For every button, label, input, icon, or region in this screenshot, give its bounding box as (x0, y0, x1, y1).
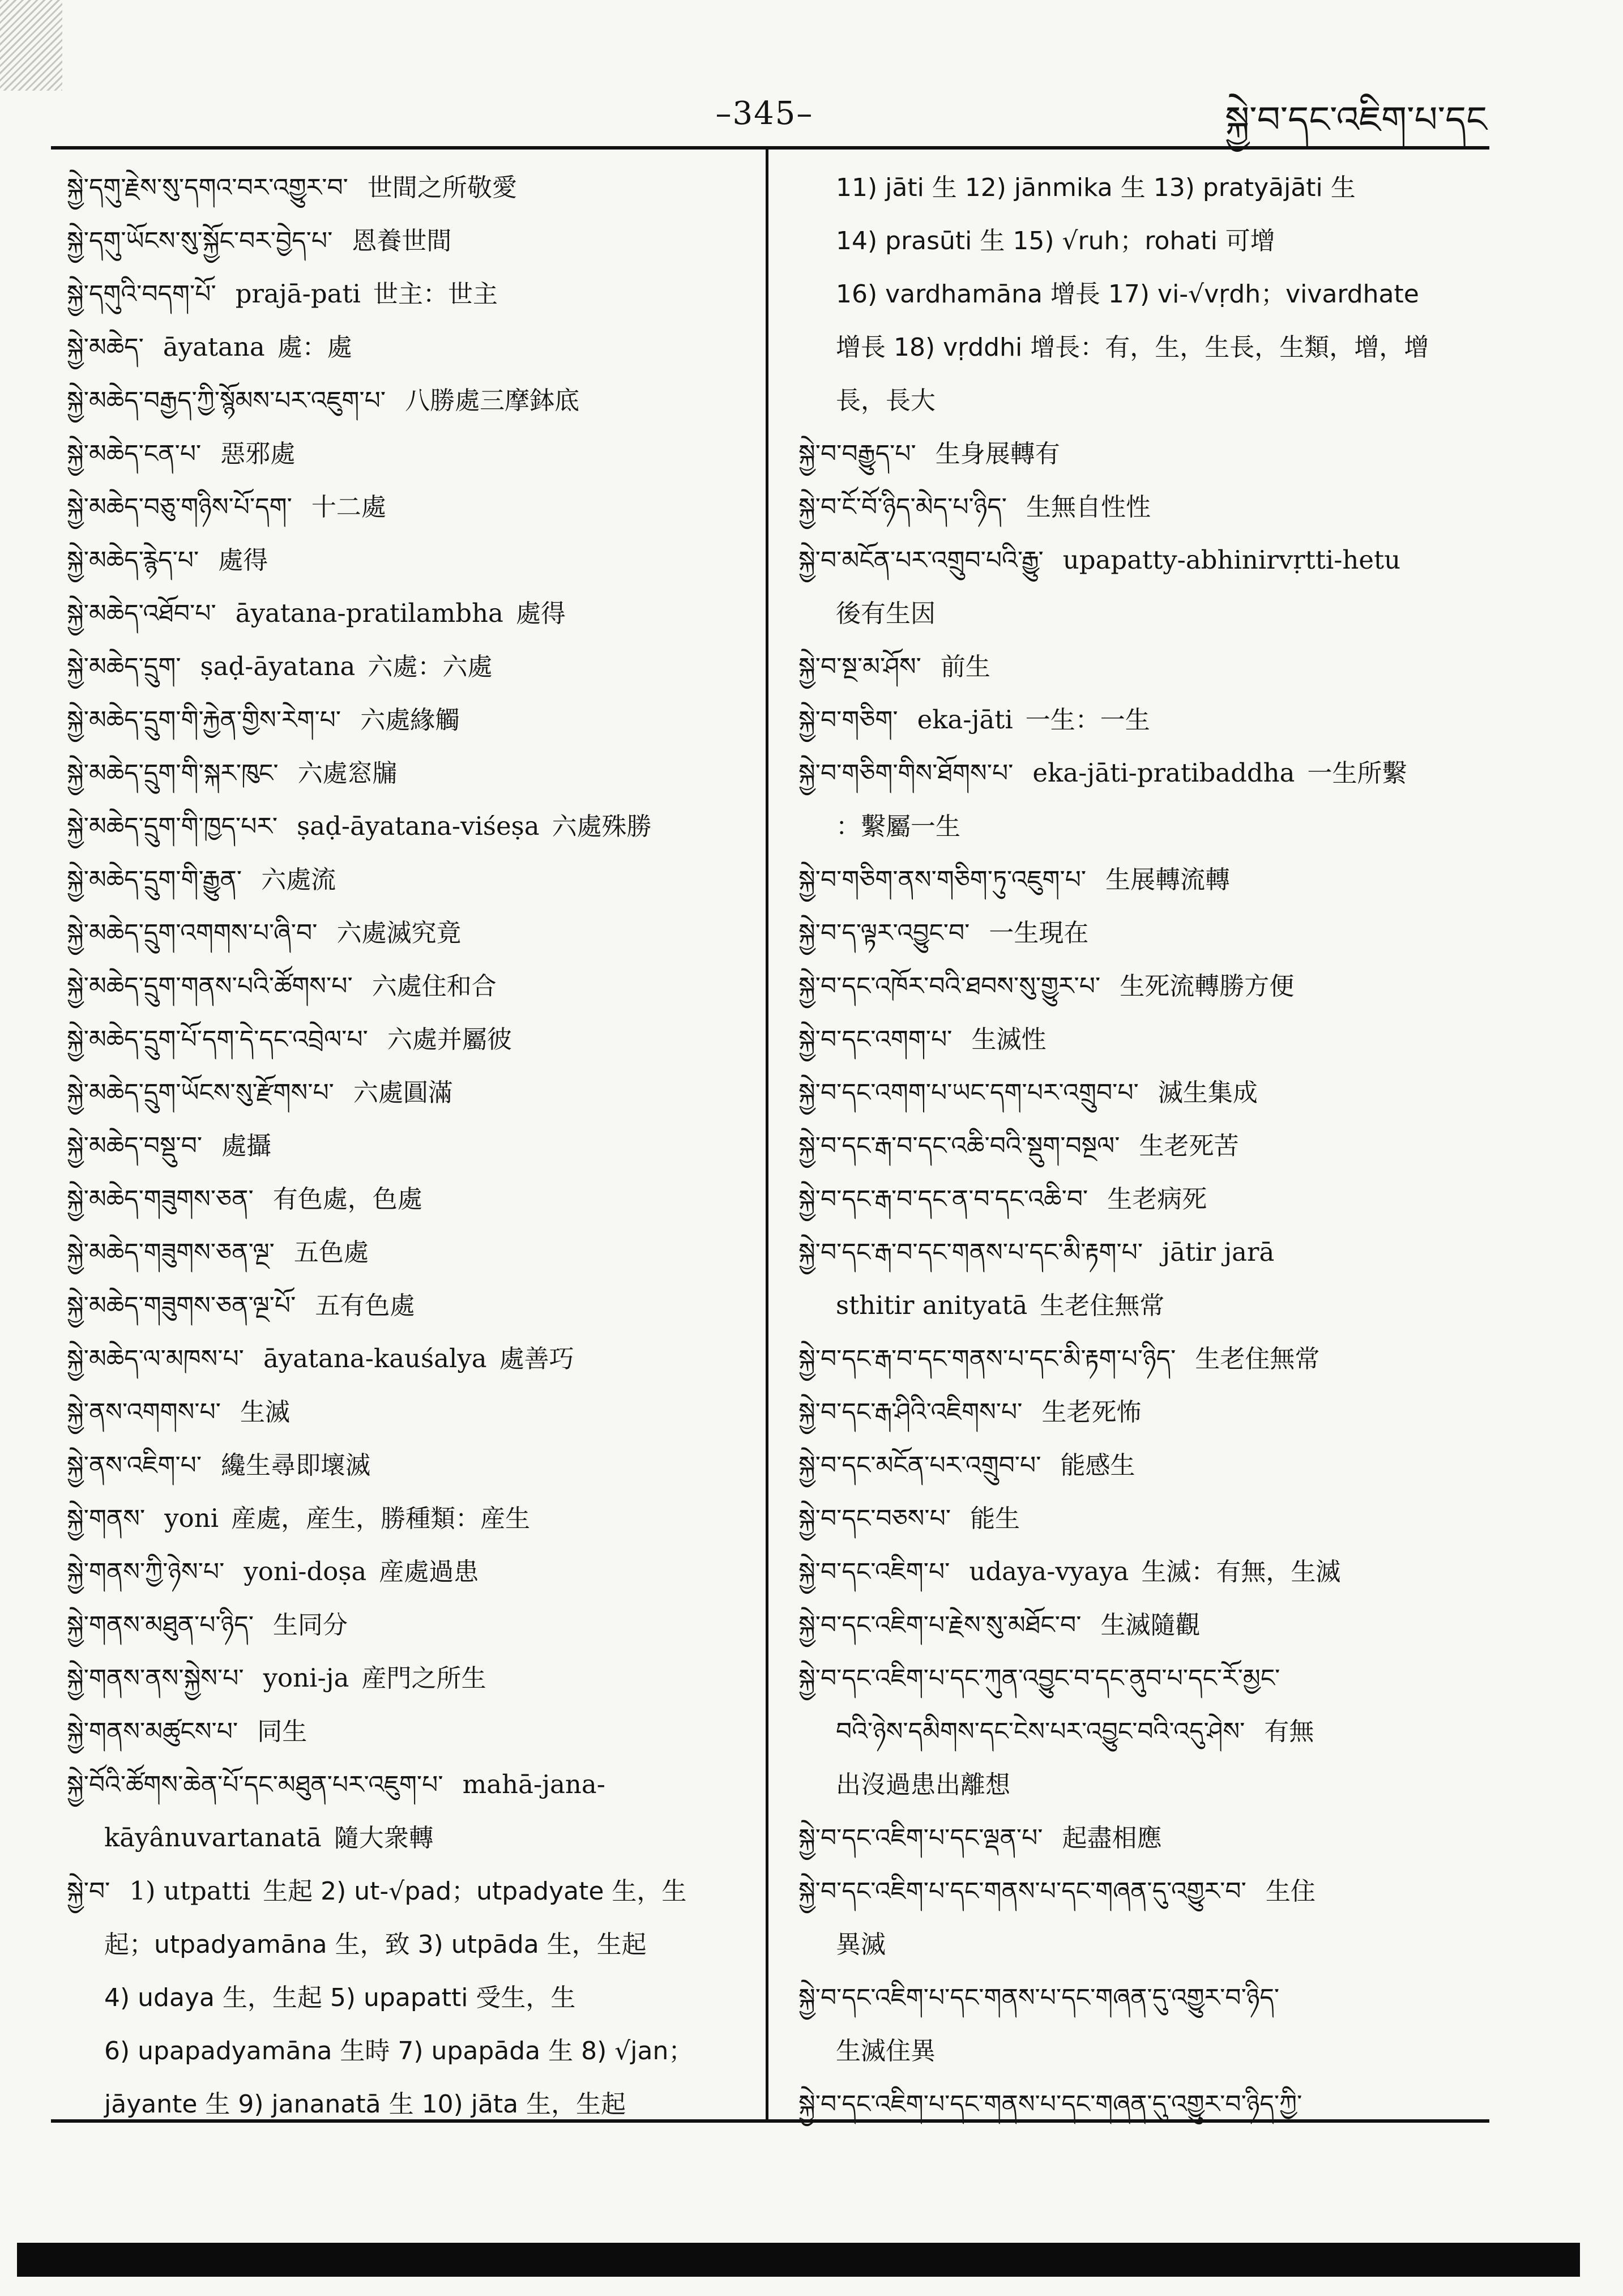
chinese-gloss: 起盡相應 (1062, 1824, 1162, 1853)
chinese-gloss: 一生現在 (989, 919, 1089, 948)
chinese-gloss: 能感生 (1060, 1451, 1135, 1480)
tibetan-headword: སྐྱེ་བ་བརྒྱུད་པ་ (798, 439, 916, 468)
dictionary-entry (798, 1332, 1478, 1385)
tibetan-headword: སྐྱེ་མཆེད་དྲུག་གི་རྒྱུན་ (67, 865, 242, 894)
chinese-gloss: 八勝處三摩鉢底 (405, 386, 580, 415)
chinese-gloss: 處攝 (221, 1132, 272, 1160)
dictionary-entry (798, 693, 1478, 746)
chinese-gloss: 4) udaya 生，生起 5) upapatti 受生，生 (104, 1983, 576, 2012)
chinese-gloss: 滅生集成 (1158, 1078, 1258, 1107)
scan-edge-band (17, 2243, 1580, 2277)
tibetan-headword: སྐྱེ་བ་དང་འཇིག་པ་དང་གནས་པ་དང་གཞན་དུ་འགྱུར་བ་ཉིད་ (798, 1983, 1280, 2012)
tibetan-headword: སྐྱེ་བ་དང་འཇིག་པ་རྗེས་སུ་མཐོང་བ་ (798, 1611, 1082, 1640)
tibetan-headword: སྐྱེ་བ་དང་འཇིག་པ་དང་ཀུན་འབྱུང་བ་དང་ནུབ་པ་དང་རོ་མྱང་ (798, 1664, 1280, 1693)
page-number: –345– (715, 95, 814, 132)
tibetan-headword: སྐྱེ་མཆེད་གཟུགས་ཅན་ལྔ་ (67, 1238, 275, 1267)
dictionary-entry-continuation (67, 1971, 746, 2024)
chinese-gloss: 六處緣觸 (360, 706, 460, 735)
dictionary-entry (67, 1226, 746, 1279)
chinese-gloss: 同生 (257, 1717, 307, 1746)
tibetan-headword: སྐྱེ་གནས་ (67, 1504, 146, 1533)
chinese-gloss: 六處滅究竟 (336, 919, 462, 948)
chinese-gloss: ：繫屬一生 (836, 812, 960, 841)
dictionary-entry-continuation (798, 374, 1478, 427)
tibetan-headword: སྐྱེ་དགུ་རྗེས་སུ་དགའ་བར་འགྱུར་བ་ (67, 173, 348, 202)
dictionary-entry (67, 746, 746, 800)
chinese-gloss: 能生 (970, 1504, 1020, 1533)
dictionary-entry (798, 1545, 1478, 1598)
tibetan-headword: སྐྱེ་ནས་འགགས་པ་ (67, 1398, 221, 1427)
chinese-gloss: jāyante 生 9) jananatā 生 10) jāta 生，生起 (104, 2090, 626, 2119)
tibetan-headword: སྐྱེ་གནས་ཀྱི་ཉེས་པ་ (67, 1557, 225, 1586)
chinese-gloss: 六處窓牖 (297, 759, 398, 788)
tibetan-headword: སྐྱེ་བ་དང་འཇིག་པ་དང་གནས་པ་དང་གཞན་དུ་འགྱུར་བ་ (798, 1877, 1246, 1906)
tibetan-headword: སྐྱེ་བ་གཅིག་གིས་ཐོགས་པ་ (798, 759, 1014, 788)
chinese-gloss: 隨大衆轉 (334, 1824, 434, 1853)
dictionary-entry (798, 1598, 1478, 1651)
chinese-gloss: 産處，産生，勝種類：産生 (231, 1504, 531, 1533)
sanskrit-equivalent: jātir jarā (1162, 1237, 1275, 1267)
chinese-gloss: 産處過患 (379, 1557, 479, 1586)
dictionary-entry (67, 480, 746, 534)
chinese-gloss: 生滅性 (971, 1025, 1047, 1054)
tibetan-headword: སྐྱེ་མཆེད་བསྡུ་བ་ (67, 1132, 203, 1160)
chinese-gloss: 處善巧 (499, 1345, 574, 1373)
tibetan-headword: སྐྱེ་མཆེད་དྲུག་འགགས་པ་ཞི་བ་ (67, 919, 318, 948)
dictionary-entry-continuation (67, 1811, 746, 1864)
tibetan-headword: སྐྱེ་མཆེད་བརྒྱད་ཀྱི་སྙོམས་པར་འཇུག་པ་ (67, 386, 386, 415)
dictionary-entry (798, 1066, 1478, 1119)
tibetan-headword: སྐྱེ་མཆེད་བཅུ་གཉིས་པོ་དག་ (67, 493, 292, 522)
dictionary-entry (67, 427, 746, 480)
dictionary-entry (67, 1864, 746, 1918)
dictionary-entry-continuation (798, 2024, 1478, 2077)
tibetan-headword: སྐྱེ་མཆེད་ངན་པ་ (67, 439, 202, 468)
tibetan-headword: སྐྱེ་ནས་འཇིག་པ་ (67, 1451, 202, 1480)
chinese-gloss: 六處并屬彼 (387, 1025, 512, 1054)
dictionary-entry (798, 1492, 1478, 1545)
sanskrit-equivalent: yoni (164, 1503, 219, 1533)
chinese-gloss: 處得 (515, 599, 566, 628)
column-divider (766, 148, 768, 2119)
dictionary-entry (67, 587, 746, 640)
tibetan-headword: སྐྱེ་དགུ་ཡོངས་སུ་སྐྱོང་བར་བྱེད་པ་ (67, 227, 333, 255)
sanskrit-equivalent: āyatana-kauśalya (263, 1343, 487, 1373)
scan-artifact (0, 0, 62, 91)
sanskrit-equivalent: eka-jāti-pratibaddha (1032, 758, 1295, 788)
dictionary-entry-continuation (798, 587, 1478, 640)
chinese-gloss: 惡邪處 (220, 439, 296, 468)
tibetan-headword: སྐྱེ་བ་གཅིག་ (798, 706, 898, 735)
dictionary-entry-continuation (798, 214, 1478, 267)
tibetan-headword: སྐྱེ་བ་དང་རྒ་བ་དང་ན་བ་དང་འཆི་བ་ (798, 1185, 1088, 1214)
running-header: སྐྱེ་བ་དང་འཇིག་པ་དང (1225, 99, 1487, 141)
tibetan-headword: སྐྱེ་གནས་ནས་སྐྱེས་པ་ (67, 1664, 244, 1693)
chinese-gloss: 生滅 (240, 1398, 290, 1427)
dictionary-entry (67, 640, 746, 693)
chinese-gloss: 出沒過患出離想 (836, 1770, 1010, 1799)
tibetan-headword: སྐྱེ་བ་དང་མངོན་པར་འགྲུབ་པ་ (798, 1451, 1041, 1480)
tibetan-headword: སྐྱེ་བ་དང་རྒ་ཤིའི་འཇིགས་པ་ (798, 1398, 1023, 1427)
sanskrit-equivalent: eka-jāti (917, 705, 1013, 735)
chinese-gloss: 生展轉流轉 (1105, 865, 1231, 894)
sanskrit-equivalent: kāyânuvartanatā (104, 1823, 322, 1853)
sanskrit-equivalent: sthitir anityatā (836, 1290, 1028, 1320)
sanskrit-equivalent: udaya-vyaya (969, 1556, 1129, 1586)
chinese-gloss: 生同分 (272, 1611, 348, 1640)
left-column (67, 161, 746, 2131)
dictionary-entry (67, 800, 746, 853)
chinese-gloss: 起；utpadyamāna 生，致 3) utpāda 生，生起 (104, 1930, 647, 1959)
chinese-gloss: 前生 (940, 652, 990, 681)
chinese-gloss: 十二處 (311, 493, 386, 522)
dictionary-entry (67, 534, 746, 587)
chinese-gloss: 生無自性性 (1026, 493, 1151, 522)
tibetan-headword: བའི་ཉེས་དམིགས་དང་ངེས་པར་འབྱུང་བའི་འདུ་ཤེས་ (836, 1717, 1245, 1746)
tibetan-headword: སྐྱེ་མཆེད་དྲུག་གི་རྐྱེན་གྱིས་རེག་པ་ (67, 706, 341, 735)
dictionary-entry (798, 2077, 1478, 2131)
chinese-gloss: 長，長大 (836, 386, 936, 415)
tibetan-headword: སྐྱེ་གནས་མཚུངས་པ་ (67, 1717, 238, 1746)
chinese-gloss: 有無 (1264, 1717, 1314, 1746)
dictionary-entry-continuation (798, 161, 1478, 214)
dictionary-entry-continuation (67, 2024, 746, 2077)
chinese-gloss: 異滅 (836, 1930, 886, 1959)
tibetan-headword: སྐྱེ་བ་དང་རྒ་བ་དང་གནས་པ་དང་མི་རྟག་པ་ (798, 1238, 1143, 1267)
tibetan-headword: སྐྱེ་བ་ད་ལྟར་འབྱུང་བ་ (798, 919, 970, 948)
dictionary-entry (67, 214, 746, 267)
dictionary-entry (67, 267, 746, 321)
tibetan-headword: སྐྱེ་བ་གཅིག་ནས་གཅིག་ཏུ་འཇུག་པ་ (798, 865, 1087, 894)
dictionary-entry (798, 534, 1478, 587)
tibetan-headword: སྐྱེ་བ་དང་རྒ་བ་དང་གནས་པ་དང་མི་རྟག་པ་ཉིད་ (798, 1345, 1176, 1373)
chinese-gloss: 生死流轉勝方便 (1120, 972, 1295, 1001)
dictionary-entry (67, 1279, 746, 1332)
chinese-gloss: 生老死怖 (1041, 1398, 1142, 1427)
tibetan-headword: སྐྱེ་མཆེད་དྲུག་གི་ཁྱད་པར་ (67, 812, 278, 841)
chinese-gloss: 後有生因 (836, 599, 936, 628)
chinese-gloss: 六處住和合 (371, 972, 497, 1001)
tibetan-headword: སྐྱེ་བ་མངོན་པར་འགྲུབ་པའི་རྒྱུ་ (798, 546, 1044, 575)
dictionary-entry (798, 853, 1478, 906)
chinese-gloss: 生滅：有無，生滅 (1141, 1557, 1341, 1586)
tibetan-headword: སྐྱེ་བ་སྔ་མ་ཤོས་ (798, 652, 921, 681)
dictionary-entry (67, 1119, 746, 1172)
sanskrit-equivalent: ṣaḍ-āyatana (200, 651, 356, 681)
sanskrit-equivalent: āyatana-pratilambha (235, 598, 503, 628)
sanskrit-equivalent: prajā-pati (235, 279, 361, 309)
chinese-gloss: 生起 2) ut-√pad；utpadyate 生，生 (263, 1877, 687, 1906)
chinese-gloss: 生住 (1265, 1877, 1316, 1906)
sanskrit-equivalent: upapatty-abhinirvṛtti-hetu (1062, 545, 1401, 575)
dictionary-entry (798, 640, 1478, 693)
dictionary-entry-continuation (798, 267, 1478, 321)
dictionary-entry (798, 1971, 1478, 2024)
tibetan-headword: སྐྱེ་མཆེད་འཐོབ་པ་ (67, 599, 216, 628)
tibetan-headword: སྐྱེ་གནས་མཐུན་པ་ཉིད་ (67, 1611, 254, 1640)
chinese-gloss: 世間之所敬愛 (367, 173, 517, 202)
sanskrit-equivalent: yoni-doṣa (244, 1556, 367, 1586)
dictionary-entry-continuation (798, 1279, 1478, 1332)
right-column (798, 161, 1478, 2131)
chinese-gloss: 一生：一生 (1025, 706, 1150, 735)
tibetan-headword: སྐྱེ་བ་དང་འཇིག་པ་དང་ལྡན་པ་ (798, 1824, 1043, 1853)
dictionary-entry-continuation (798, 1758, 1478, 1811)
chinese-gloss: 世主：世主 (373, 280, 498, 309)
tibetan-headword: སྐྱེ་བ་དང་འགག་པ་ཡང་དག་པར་འགྲུབ་པ་ (798, 1078, 1139, 1107)
dictionary-entry (67, 1385, 746, 1439)
tibetan-headword: སྐྱེ་མཆེད་གཟུགས་ཅན་ལྔ་པོ་ (67, 1291, 296, 1320)
chinese-gloss: 六處殊勝 (552, 812, 652, 841)
chinese-gloss: 六處流 (261, 865, 336, 894)
chinese-gloss: 6) upapadyamāna 生時 7) upapāda 生 8) √jan； (104, 2037, 694, 2065)
dictionary-entry (67, 1332, 746, 1385)
sanskrit-equivalent: 1) utpatti (129, 1876, 251, 1906)
chinese-gloss: 處得 (218, 546, 268, 575)
tibetan-headword: སྐྱེ་མཆེད་རྙེད་པ་ (67, 546, 199, 575)
dictionary-entry (798, 1172, 1478, 1226)
dictionary-entry (798, 1651, 1478, 1705)
dictionary-entry (67, 1066, 746, 1119)
dictionary-entry (67, 906, 746, 959)
tibetan-headword: སྐྱེ་མཆེད་ (67, 333, 144, 362)
chinese-gloss: 生身展轉有 (935, 439, 1060, 468)
dictionary-entry (798, 427, 1478, 480)
chinese-gloss: 一生所繫 (1307, 759, 1407, 788)
chinese-gloss: 六處：六處 (368, 652, 493, 681)
chinese-gloss: 五有色處 (315, 1291, 415, 1320)
tibetan-headword: སྐྱེ་མཆེད་ལ་མཁས་པ་ (67, 1345, 244, 1373)
top-rule (51, 146, 1489, 150)
tibetan-headword: སྐྱེ་མཆེད་དྲུག་གི་སྐར་ཁུང་ (67, 759, 279, 788)
chinese-gloss: 生滅隨觀 (1100, 1611, 1201, 1640)
dictionary-entry (67, 1013, 746, 1066)
tibetan-headword: སྐྱེ་བ་དང་འཁོར་བའི་ཐབས་སུ་གྱུར་པ་ (798, 972, 1101, 1001)
dictionary-entry (67, 1492, 746, 1545)
dictionary-entry (67, 374, 746, 427)
tibetan-headword: སྐྱེ་བ་དང་འཇིག་པ་ (798, 1557, 950, 1586)
tibetan-headword: སྐྱེ་བོའི་ཚོགས་ཆེན་པོ་དང་མཐུན་པར་འཇུག་པ་ (67, 1770, 443, 1799)
tibetan-headword: སྐྱེ་བ་དང་འཇིག་པ་དང་གནས་པ་དང་གཞན་དུ་འགྱུར་བ་ཉིད་ཀྱི་ (798, 2090, 1302, 2119)
dictionary-entry (798, 480, 1478, 534)
dictionary-entry-continuation (798, 1705, 1478, 1758)
chinese-gloss: 生老死苦 (1139, 1132, 1239, 1160)
tibetan-headword: སྐྱེ་དགུའི་བདག་པོ་ (67, 280, 216, 309)
chinese-gloss: 生老住無常 (1040, 1291, 1165, 1320)
dictionary-entry-continuation (798, 1918, 1478, 1971)
dictionary-entry (798, 1119, 1478, 1172)
tibetan-headword: སྐྱེ་མཆེད་དྲུག་ཡོངས་སུ་རྫོགས་པ་ (67, 1078, 334, 1107)
dictionary-entry (67, 959, 746, 1013)
dictionary-entry-continuation (798, 800, 1478, 853)
dictionary-entry (798, 1864, 1478, 1918)
dictionary-entry (798, 1385, 1478, 1439)
chinese-gloss: 有色處，色處 (272, 1185, 422, 1214)
tibetan-headword: སྐྱེ་མཆེད་དྲུག་པོ་དག་དེ་དང་འབྲེལ་པ་ (67, 1025, 368, 1054)
dictionary-entry (798, 1013, 1478, 1066)
dictionary-entry-continuation (798, 321, 1478, 374)
sanskrit-equivalent: ṣaḍ-āyatana-viśeṣa (297, 811, 540, 841)
dictionary-entry (67, 321, 746, 374)
dictionary-entry (798, 1226, 1478, 1279)
dictionary-entry (67, 1439, 746, 1492)
dictionary-entry (67, 161, 746, 214)
dictionary-entry (67, 1545, 746, 1598)
chinese-gloss: 11) jāti 生 12) jānmika 生 13) pratyājāti 生 (836, 173, 1356, 202)
chinese-gloss: 增長 18) vṛddhi 增長：有，生，生長，生類，增，增 (836, 333, 1429, 362)
dictionary-entry (67, 1705, 746, 1758)
chinese-gloss: 14) prasūti 生 15) √ruh；rohati 可增 (836, 227, 1275, 255)
chinese-gloss: 五色處 (293, 1238, 369, 1267)
dictionary-entry (798, 959, 1478, 1013)
tibetan-headword: སྐྱེ་མཆེད་གཟུགས་ཅན་ (67, 1185, 254, 1214)
tibetan-headword: སྐྱེ་མཆེད་དྲུག་ (67, 652, 181, 681)
chinese-gloss: 恩養世間 (352, 227, 452, 255)
tibetan-headword: སྐྱེ་བ་དང་འགག་པ་ (798, 1025, 953, 1054)
chinese-gloss: 纔生尋即壞滅 (221, 1451, 371, 1480)
dictionary-entry (67, 1651, 746, 1705)
dictionary-entry (67, 693, 746, 746)
chinese-gloss: 生老病死 (1107, 1185, 1207, 1214)
chinese-gloss: 産門之所生 (361, 1664, 486, 1693)
tibetan-headword: སྐྱེ་བ་ངོ་བོ་ཉིད་མེད་པ་ཉིད་ (798, 493, 1007, 522)
dictionary-entry (67, 1598, 746, 1651)
dictionary-entry (67, 1758, 746, 1811)
dictionary-entry-continuation (67, 2077, 746, 2131)
dictionary-entry (798, 1439, 1478, 1492)
dictionary-entry (798, 1811, 1478, 1864)
tibetan-headword: སྐྱེ་བ་ (67, 1877, 110, 1906)
tibetan-headword: སྐྱེ་བ་དང་རྒ་བ་དང་འཆི་བའི་སྡུག་བསྔལ་ (798, 1132, 1120, 1160)
chinese-gloss: 處：處 (277, 333, 352, 362)
chinese-gloss: 生老住無常 (1195, 1345, 1320, 1373)
chinese-gloss: 16) vardhamāna 增長 17) vi-√vṛdh；vivardhate (836, 280, 1419, 309)
tibetan-headword: སྐྱེ་བ་དང་བཅས་པ་ (798, 1504, 951, 1533)
sanskrit-equivalent: mahā-jana- (462, 1769, 605, 1799)
tibetan-headword: སྐྱེ་མཆེད་དྲུག་གནས་པའི་ཚོགས་པ་ (67, 972, 353, 1001)
dictionary-entry (798, 746, 1478, 800)
dictionary-entry (798, 906, 1478, 959)
sanskrit-equivalent: yoni-ja (263, 1663, 349, 1693)
dictionary-entry (67, 853, 746, 906)
dictionary-entry (67, 1172, 746, 1226)
sanskrit-equivalent: āyatana (163, 332, 265, 362)
dictionary-entry-continuation (67, 1918, 746, 1971)
chinese-gloss: 生滅住異 (836, 2037, 936, 2065)
chinese-gloss: 六處圓滿 (353, 1078, 453, 1107)
